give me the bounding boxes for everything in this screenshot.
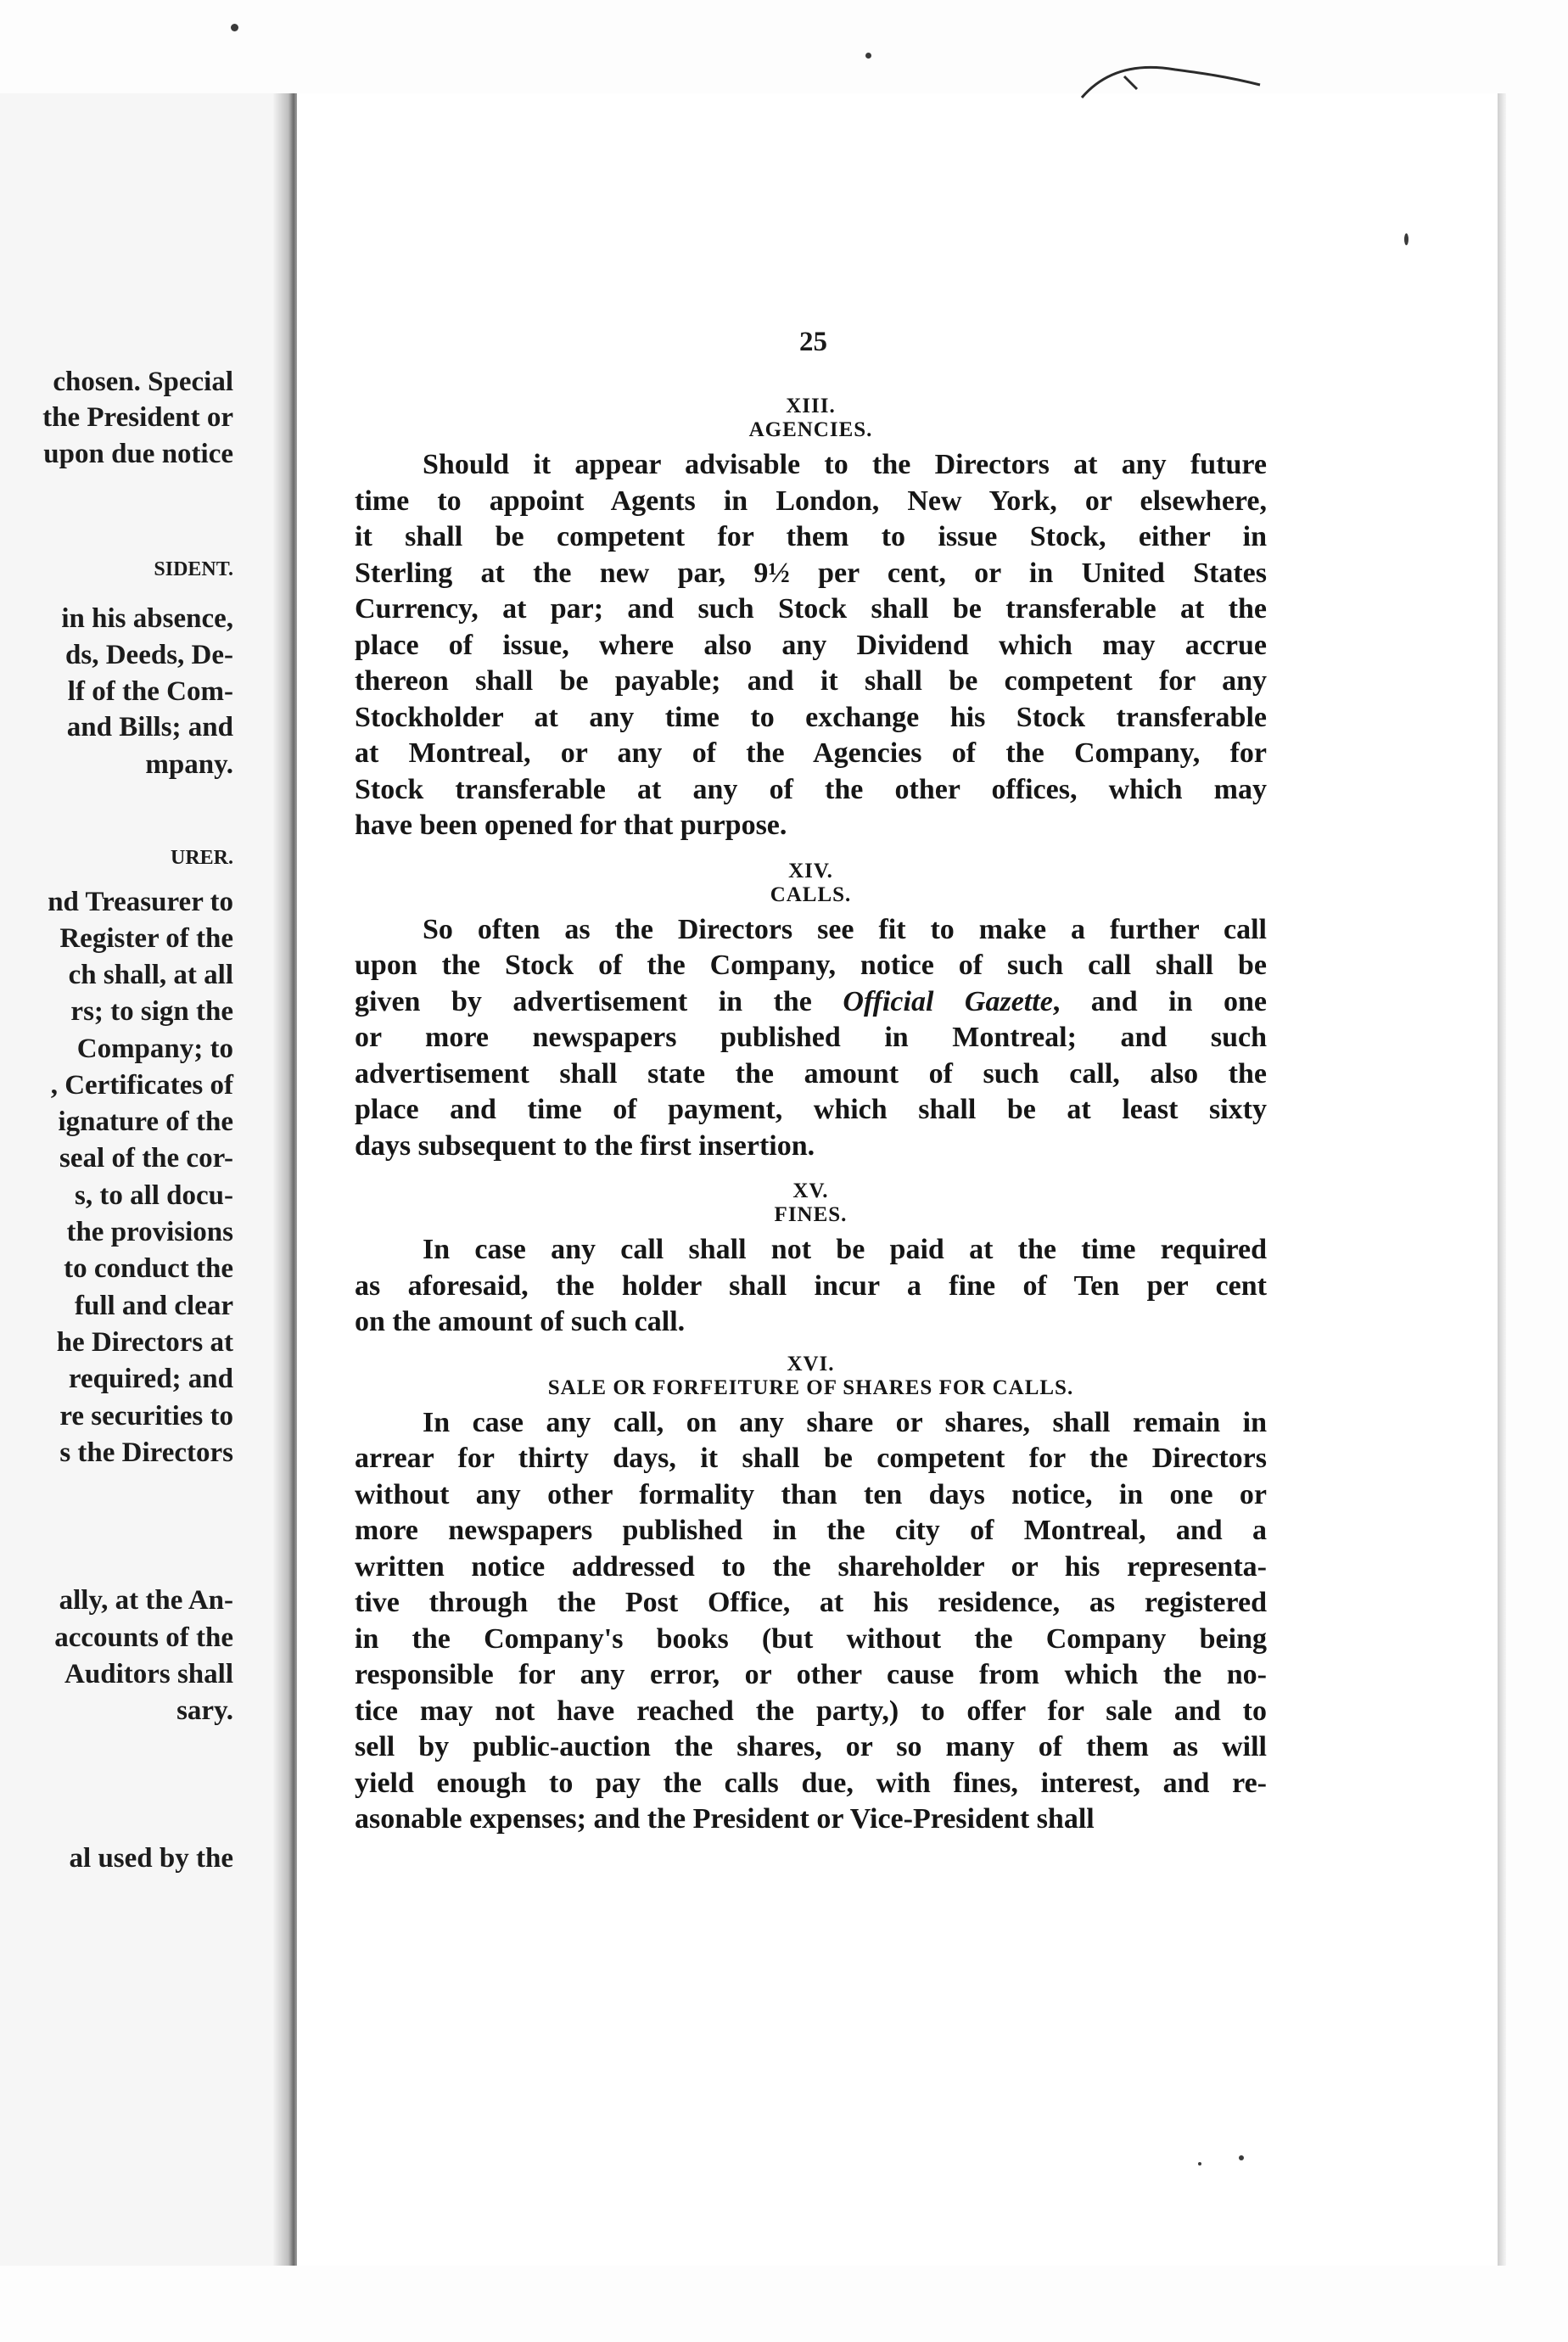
body-text-line: written notice addressed to the shareholder or his representa- xyxy=(355,1550,1267,1583)
body-text-line: days subsequent to the first insertion. xyxy=(355,1129,815,1162)
body-text-line: asonable expenses; and the President or Vice-President shall xyxy=(355,1803,1095,1835)
left-fragment-line: SIDENT. xyxy=(154,558,233,580)
binding-thread-mark xyxy=(1073,59,1294,110)
page-edge-shadow xyxy=(1498,93,1506,2266)
left-fragment-line: ignature of the xyxy=(58,1107,233,1137)
left-fragment-line: s, to all docu- xyxy=(74,1180,233,1211)
body-text-line: or more newspapers published in Montreal; and such xyxy=(355,1022,1267,1053)
left-fragment-line: Company; to xyxy=(76,1034,233,1064)
section-title: AGENCIES. xyxy=(748,418,873,441)
body-text-line: responsible for any error, or other cause from which the no- xyxy=(355,1659,1267,1690)
body-text-line: yield enough to pay the calls due, with fines, interest, and re- xyxy=(355,1767,1267,1799)
left-fragment-line: rs; to sign the xyxy=(70,996,233,1027)
body-text-line: Stockholder at any time to exchange his Stock transferable xyxy=(355,701,1267,733)
body-text-line: In case any call, on any share or shares, shall remain in xyxy=(423,1406,1267,1438)
scan-speck xyxy=(231,24,238,31)
left-fragment-line: to conduct the xyxy=(64,1253,233,1284)
body-text-line: upon the Stock of the Company, notice of such call shall be xyxy=(355,950,1267,981)
left-fragment-line: ally, at the An- xyxy=(59,1585,233,1616)
body-text-line: have been opened for that purpose. xyxy=(355,810,787,841)
body-text-line: Stock transferable at any of the other offices, which may xyxy=(355,773,1267,805)
section-title: CALLS. xyxy=(770,882,852,906)
body-text-line: advertisement shall state the amount of such call, also the xyxy=(355,1057,1267,1090)
left-fragment-line: chosen. Special xyxy=(53,367,233,397)
body-text-line: Sterling at the new par, 9½ per cent, or in United States xyxy=(355,557,1267,589)
left-fragment-line: lf of the Com- xyxy=(67,676,233,707)
left-fragment-line: the President or xyxy=(42,402,233,433)
section-title: SALE OR FORFEITURE OF SHARES FOR CALLS. xyxy=(547,1376,1074,1399)
left-fragment-line: full and clear xyxy=(75,1291,233,1321)
body-text-line: in the Company's books (but without the Company being xyxy=(355,1622,1267,1655)
body-text-line: place of issue, where also any Dividend which may accrue xyxy=(355,629,1267,661)
body-text-line: as aforesaid, the holder shall incur a fine of Ten per cent xyxy=(355,1269,1267,1302)
body-text-line: at Montreal, or any of the Agencies of the Company, for xyxy=(355,737,1267,769)
left-fragment-line: he Directors at xyxy=(56,1327,233,1358)
left-fragment-line: Auditors shall xyxy=(64,1659,233,1689)
body-text-line: time to appoint Agents in London, New York, or elsewhere, xyxy=(355,485,1267,517)
section-number: XV. xyxy=(792,1179,829,1202)
body-text-line: Should it appear advisable to the Directors at any future xyxy=(423,449,1267,480)
section-title: FINES. xyxy=(774,1203,848,1226)
body-text-line: Currency, at par; and such Stock shall be transferable at the xyxy=(355,593,1267,625)
left-fragment-line: mpany. xyxy=(145,749,233,780)
left-fragment-line: in his absence, xyxy=(61,603,233,634)
section-number: XIV. xyxy=(788,859,833,882)
body-text-line: sell by public-auction the shares, or so many of them as will xyxy=(355,1731,1267,1762)
left-fragment-line: URER. xyxy=(170,847,233,869)
left-fragment-line: accounts of the xyxy=(54,1622,233,1653)
body-text-line: In case any call shall not be paid at the time required xyxy=(423,1234,1267,1265)
left-fragment-line: ch shall, at all xyxy=(68,960,233,990)
section-number: XVI. xyxy=(787,1352,835,1376)
left-fragment-line: sary. xyxy=(176,1695,233,1726)
body-text-line: tive through the Post Office, at his residence, as registered xyxy=(355,1587,1267,1618)
scan-speck xyxy=(1239,2155,1244,2160)
scan-speck xyxy=(865,53,871,59)
scan-speck xyxy=(1404,233,1408,245)
body-text-line: place and time of payment, which shall be at least sixty xyxy=(355,1094,1267,1125)
body-text-line: thereon shall be payable; and it shall be competent for any xyxy=(355,665,1267,697)
left-fragment-line: s the Directors xyxy=(59,1437,233,1468)
left-fragment-line: , Certificates of xyxy=(50,1070,233,1101)
body-text-line: it shall be competent for them to issue Stock, either in xyxy=(355,521,1267,552)
section-number: XIII. xyxy=(786,395,836,417)
body-text-line: arrear for thirty days, it shall be competent for the Directors xyxy=(355,1443,1267,1474)
left-fragment-line: nd Treasurer to xyxy=(48,887,233,917)
left-fragment-line: and Bills; and xyxy=(66,712,233,742)
body-text-line: tice may not have reached the party,) to offer for sale and to xyxy=(355,1695,1267,1727)
main-text xyxy=(355,395,1267,1838)
left-fragment-line: upon due notice xyxy=(43,439,233,469)
left-fragment-line: al used by the xyxy=(69,1843,233,1874)
body-text-line: without any other formality than ten days notice, in one or xyxy=(355,1478,1267,1510)
body-text-line: on the amount of such call. xyxy=(355,1306,686,1337)
left-fragment-line: ds, Deeds, De- xyxy=(65,640,233,670)
page-number: 25 xyxy=(799,327,827,357)
left-fragment-line: seal of the cor- xyxy=(59,1143,233,1174)
left-fragment-line: re securities to xyxy=(59,1401,233,1432)
body-text-line: more newspapers published in the city of Montreal, and a xyxy=(355,1515,1267,1546)
body-text-line: So often as the Directors see fit to make a further call xyxy=(423,913,1267,945)
left-fragment-line: the provisions xyxy=(66,1217,233,1247)
left-fragment-line: Register of the xyxy=(59,923,233,954)
scan-speck xyxy=(1198,2162,1201,2166)
body-text-line: given by advertisement in the Official Gazette, and in one xyxy=(355,985,1267,1017)
left-fragment-line: required; and xyxy=(68,1364,233,1394)
